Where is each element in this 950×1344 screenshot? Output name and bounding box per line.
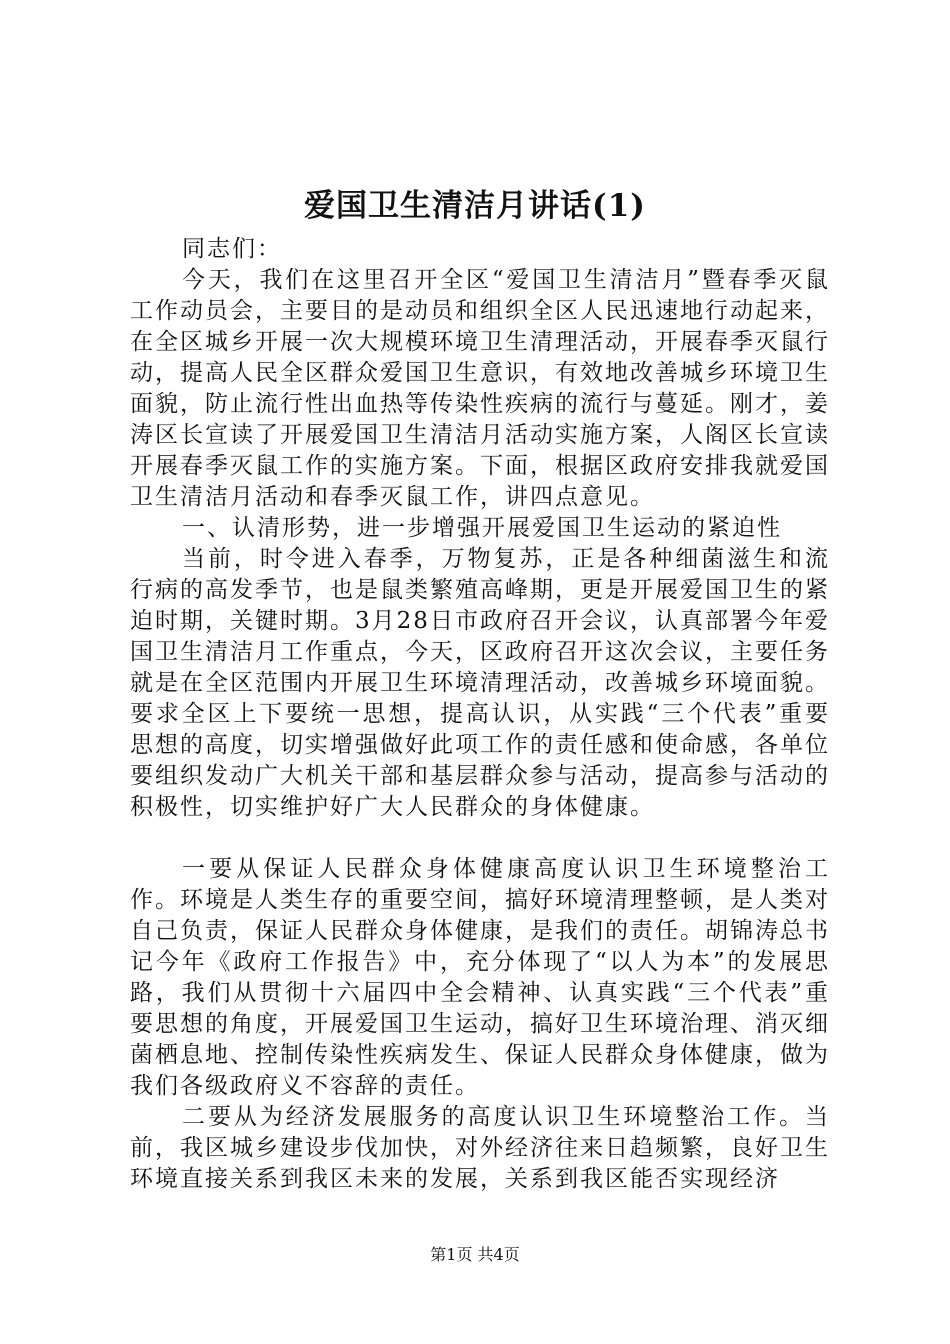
paragraph-spacer — [130, 823, 830, 854]
body-paragraph: 一要从保证人民群众身体健康高度认识卫生环境整治工作。环境是人类生存的重要空间，搞好环境清理整顿，是人类对自己负责，保证人民群众身体健康，是我们的责任。胡锦涛总书记今年《政府工作报告》中，充分体现了“以人为本”的发展思路，我们从贯彻十六届四中全会精神、认真实践“三个代表”重要思想的角度，开展爱国卫生运动，搞好卫生环境治理、消灭细菌栖息地、控制传染性疾病发生、保证人民群众身体健康，做为我们各级政府义不容辞的责任。 — [130, 856, 830, 1099]
document-body — [130, 234, 830, 1195]
salutation-paragraph: 同志们： — [182, 236, 282, 262]
document-title: 爱国卫生清洁月讲话(1) — [304, 188, 646, 224]
body-paragraph: 当前，时令进入春季，万物复苏，正是各种细菌滋生和流行病的高发季节，也是鼠类繁殖高峰期，更是开展爱国卫生的紧迫时期，关键时期。3月28日市政府召开会议，认真部署今年爱国卫生清洁月工作重点，今天，区政府召开这次会议，主要任务就是在全区范围内开展卫生环境清理活动，改善城乡环境面貌。要求全区上下要统一思想，提高认识，从实践“三个代表”重要思想的高度，切实增强做好此项工作的责任感和使命感，各单位要组织发动广大机关干部和基层群众参与活动，提高参与活动的积极性，切实维护好广大人民群众的身体健康。 — [130, 546, 830, 820]
body-paragraph: 二要从为经济发展服务的高度认识卫生环境整治工作。当前，我区城乡建设步伐加快，对外经济往来日趋频繁，良好卫生环境直接关系到我区未来的发展，关系到我区能否实现经济 — [130, 1104, 830, 1192]
section-heading-1: 一、认清形势，进一步增强开展爱国卫生运动的紧迫性 — [182, 515, 782, 541]
page-number-footer: 第1页 共4页 — [430, 1245, 520, 1264]
intro-paragraph: 今天，我们在这里召开全区“爱国卫生清洁月”暨春季灭鼠工作动员会，主要目的是动员和组织全区人民迅速地行动起来，在全区城乡开展一次大规模环境卫生清理活动，开展春季灭鼠行动，提高人民全区群众爱国卫生意识，有效地改善城乡环境卫生面貌，防止流行性出血热等传染性疾病的流行与蔓延。刚才，姜涛区长宣读了开展爱国卫生清洁月活动实施方案，人阁区长宣读开展春季灭鼠工作的实施方案。下面，根据区政府安排我就爱国卫生清洁月活动和春季灭鼠工作，讲四点意见。 — [130, 267, 830, 510]
